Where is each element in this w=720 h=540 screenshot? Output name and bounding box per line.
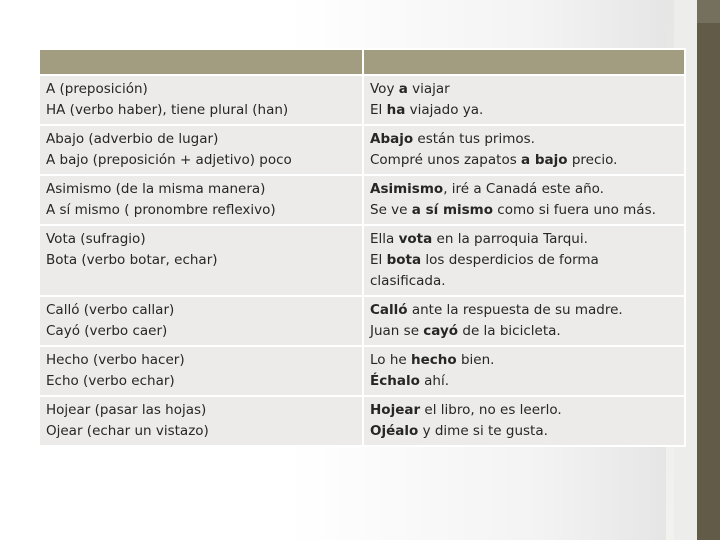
- side-bar: [697, 0, 720, 540]
- example-cell: [363, 225, 685, 296]
- word-definition: Hecho (verbo hacer): [46, 352, 185, 368]
- table-row: [39, 225, 685, 296]
- word-definition: Abajo (adverbio de lugar): [46, 131, 219, 147]
- example-sentence: [370, 350, 678, 371]
- word-definition: Calló (verbo callar): [46, 302, 175, 318]
- highlighted-word: Calló: [370, 302, 408, 318]
- word-definition: Echo (verbo echar): [46, 373, 175, 389]
- sentence-text: de la bicicleta.: [458, 323, 561, 339]
- table-row: [39, 175, 685, 225]
- highlighted-word: a bajo: [521, 152, 568, 168]
- sentence-text: precio.: [567, 152, 618, 168]
- example-cell: [363, 175, 685, 225]
- example-cell: [363, 296, 685, 346]
- sentence-text: los desperdicios de forma clasificada.: [370, 252, 599, 289]
- highlighted-word: Hojear: [370, 402, 421, 418]
- sentence-text: como si fuera uno más.: [493, 202, 656, 218]
- example-sentence: [370, 300, 678, 321]
- word-definition: Vota (sufragio): [46, 231, 146, 247]
- word-definition: HA (verbo haber), tiene plural (han): [46, 102, 289, 118]
- example-sentence: [370, 179, 678, 200]
- sentence-text: viajar: [407, 81, 450, 97]
- example-sentence: [370, 150, 678, 171]
- highlighted-word: ha: [386, 102, 406, 118]
- example-sentence: [370, 129, 678, 150]
- example-sentence: [370, 250, 678, 292]
- example-sentence: [370, 400, 678, 421]
- sentence-text: en la parroquia Tarqui.: [432, 231, 588, 247]
- sentence-text: , iré a Canadá este año.: [443, 181, 604, 197]
- sentence-text: ante la respuesta de su madre.: [407, 302, 623, 318]
- sentence-text: Juan se: [370, 323, 424, 339]
- table-row: [39, 346, 685, 396]
- highlighted-word: hecho: [411, 352, 457, 368]
- sentence-text: el libro, no es leerlo.: [420, 402, 562, 418]
- example-sentence: [370, 421, 678, 442]
- table-header-row: [39, 49, 685, 75]
- example-cell: [363, 75, 685, 125]
- highlighted-word: Échalo: [370, 373, 420, 389]
- table-row: [39, 125, 685, 175]
- highlighted-word: cayó: [423, 323, 459, 339]
- highlighted-word: Ojéalo: [370, 423, 419, 439]
- highlighted-word: a sí mismo: [411, 202, 494, 218]
- word-cell: [39, 175, 363, 225]
- word-definition: A sí mismo ( pronombre reflexivo): [46, 202, 276, 218]
- sentence-text: Compré unos zapatos: [370, 152, 522, 168]
- highlighted-word: Asimismo: [370, 181, 444, 197]
- word-cell: [39, 396, 363, 446]
- header-cell-right: [363, 49, 685, 75]
- word-definition: Ojear (echar un vistazo): [46, 423, 209, 439]
- example-sentence: [370, 229, 678, 250]
- highlighted-word: a: [398, 81, 408, 97]
- word-cell: [39, 75, 363, 125]
- example-cell: [363, 396, 685, 446]
- example-sentence: [370, 371, 678, 392]
- sentence-text: y dime si te gusta.: [418, 423, 548, 439]
- word-definition: Bota (verbo botar, echar): [46, 252, 218, 268]
- word-definition: Hojear (pasar las hojas): [46, 402, 207, 418]
- example-cell: [363, 346, 685, 396]
- sentence-text: El: [370, 102, 387, 118]
- word-cell: [39, 296, 363, 346]
- word-definition: Asimismo (de la misma manera): [46, 181, 266, 197]
- highlighted-word: Abajo: [370, 131, 414, 147]
- sentence-text: bien.: [456, 352, 495, 368]
- example-sentence: [370, 200, 678, 221]
- highlighted-word: bota: [386, 252, 422, 268]
- word-definition: A bajo (preposición + adjetivo) poco: [46, 152, 292, 168]
- sentence-text: Voy: [370, 81, 399, 97]
- example-cell: [363, 125, 685, 175]
- word-cell: [39, 346, 363, 396]
- sentence-text: Se ve: [370, 202, 412, 218]
- sentence-text: viajado ya.: [405, 102, 484, 118]
- header-cell-left: [39, 49, 363, 75]
- side-bar-accent: [697, 0, 720, 23]
- table-row: [39, 296, 685, 346]
- vocabulary-table: [38, 48, 686, 447]
- table-row: [39, 396, 685, 446]
- example-sentence: [370, 321, 678, 342]
- word-definition: Cayó (verbo caer): [46, 323, 168, 339]
- highlighted-word: vota: [398, 231, 433, 247]
- word-cell: [39, 125, 363, 175]
- table-row: [39, 75, 685, 125]
- sentence-text: El: [370, 252, 387, 268]
- word-cell: [39, 225, 363, 296]
- word-definition: A (preposición): [46, 81, 148, 97]
- example-sentence: [370, 100, 678, 121]
- example-sentence: [370, 79, 678, 100]
- sentence-text: están tus primos.: [413, 131, 535, 147]
- sentence-text: ahí.: [419, 373, 450, 389]
- sentence-text: Lo he: [370, 352, 411, 368]
- sentence-text: Ella: [370, 231, 399, 247]
